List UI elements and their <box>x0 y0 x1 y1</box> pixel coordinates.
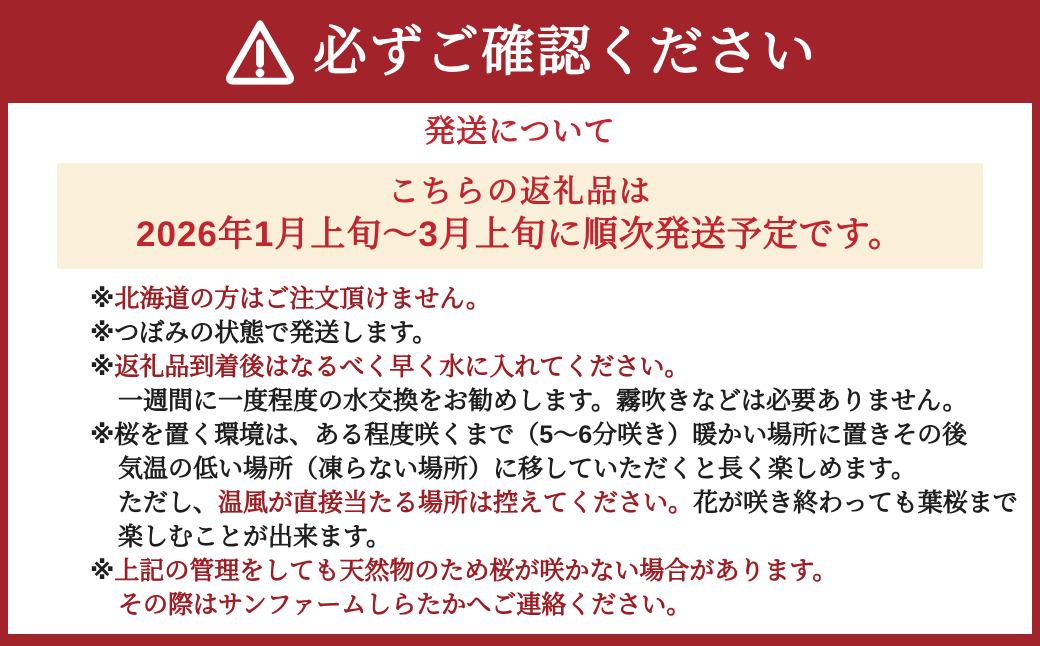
note-segment: ※ <box>90 557 115 585</box>
note-segment: ※ <box>90 285 115 313</box>
note-segment: ※ <box>90 353 115 381</box>
note-line <box>90 520 1002 554</box>
note-segment: 温風が直接当たる場所は控えてください。 <box>218 489 694 517</box>
note-segment: その際はサンファームしらたかへご連絡ください。 <box>118 591 692 619</box>
note-line <box>90 588 1002 622</box>
note-segment: ※つぼみの状態で発送します。 <box>90 319 438 347</box>
note-segment: 楽しむことが出来ます。 <box>118 523 392 551</box>
note-segment: 一週間に一度程度の水交換をお勧めします。霧吹きなどは必要ありません。 <box>118 387 968 415</box>
note-segment: ※桜を置く環境は、ある程度咲くまで（5～6分咲き）暖かい場所に置きその後 <box>90 421 968 449</box>
note-line <box>90 486 1018 520</box>
note-line <box>90 384 1002 418</box>
note-line <box>90 452 1002 486</box>
header-banner <box>0 0 1040 103</box>
note-line <box>90 554 1002 588</box>
note-line <box>90 350 1002 384</box>
note-line <box>90 316 1002 350</box>
note-segment: 北海道の方はご注文頂けません。 <box>114 285 491 313</box>
note-segment: 上記の管理をしても天然物のため桜が咲かない場合があります。 <box>114 557 838 585</box>
warning-triangle-icon <box>223 18 297 88</box>
note-segment: 気温の低い場所（凍らない場所）に移していただくと長く楽しめます。 <box>118 455 917 483</box>
note-segment: ただし、 <box>118 489 219 517</box>
note-line <box>90 418 1002 452</box>
header-title: 必ずご確認ください <box>313 21 817 82</box>
bottom-border-bar <box>0 634 1040 646</box>
notes-list <box>90 282 1018 622</box>
note-segment: 返礼品到着後はなるべく早く水に入れてください。 <box>114 353 690 381</box>
shipping-heading: 発送について <box>424 114 616 149</box>
notice-box-line-1: こちらの返礼品は <box>388 174 652 209</box>
shipping-notice-box <box>57 163 983 269</box>
note-segment: 花が咲き終わっても葉桜まで <box>693 489 1018 517</box>
note-line <box>90 282 1002 316</box>
notice-box-line-2: 2026年1月上旬～3月上旬に順次発送予定です。 <box>136 215 904 254</box>
